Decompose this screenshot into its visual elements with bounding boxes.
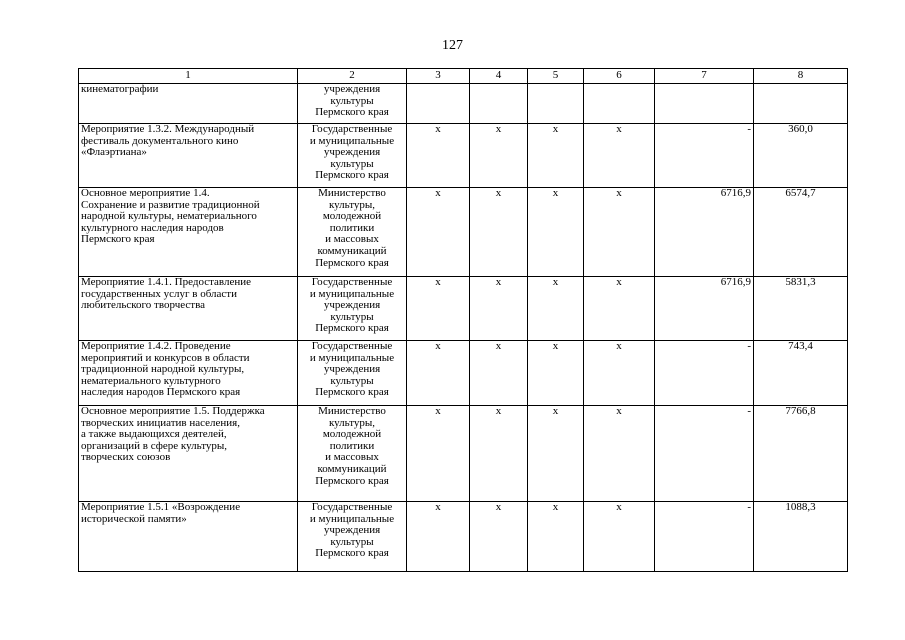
activity-name-line: творческих инициатив населения, — [81, 416, 240, 429]
column-8-value-cell: 6574,7 — [754, 188, 848, 277]
executor-line: учреждения — [323, 363, 381, 376]
column-6-cell: х — [584, 341, 655, 406]
column-5-cell: х — [528, 406, 584, 502]
activity-name-line: творческих союзов — [81, 451, 171, 464]
column-7-value-cell — [655, 84, 754, 124]
executor-cell — [298, 277, 407, 341]
executor-line: и муниципальные — [309, 512, 395, 525]
executor-line: молодежной — [322, 210, 382, 223]
activity-name-line: Основное мероприятие 1.5. Поддержка — [81, 405, 265, 417]
column-3-cell: х — [407, 277, 470, 341]
column-7-value-cell: - — [655, 502, 754, 572]
column-3-cell: х — [407, 341, 470, 406]
column-3-cell — [407, 84, 470, 124]
column-7-value-cell: 6716,9 — [655, 277, 754, 341]
column-7-value-cell: - — [655, 341, 754, 406]
activity-name-line: Сохранение и развитие традиционной — [81, 198, 260, 211]
executor-line: культуры, — [328, 416, 376, 429]
executor-line: учреждения — [323, 524, 381, 537]
column-6-cell: х — [584, 188, 655, 277]
program-table — [78, 68, 848, 572]
executor-line: Министерство — [318, 187, 386, 199]
executor-line: и муниципальные — [309, 134, 395, 147]
activity-name-line: Мероприятие 1.4.2. Проведение — [81, 340, 231, 352]
column-8-value-cell: 7766,8 — [754, 406, 848, 502]
executor-line: Пермского края — [315, 322, 389, 335]
activity-name-line: мероприятий и конкурсов в области — [81, 351, 250, 364]
executor-line: коммуникаций — [317, 244, 387, 257]
activity-name-line: Пермского края — [81, 233, 155, 246]
executor-cell — [298, 188, 407, 277]
column-5-cell — [528, 84, 584, 124]
executor-line: Пермского края — [315, 547, 389, 560]
executor-line: и муниципальные — [309, 351, 395, 364]
column-header: 4 — [470, 69, 528, 84]
activity-name-line: организаций в сфере культуры, — [81, 439, 228, 452]
executor-line: Пермского края — [315, 474, 389, 487]
executor-line: культуры — [330, 535, 374, 548]
activity-name-line: традиционной народной культуры, — [81, 363, 245, 376]
activity-name-cell — [79, 84, 298, 124]
activity-name-line: любительского творчества — [81, 299, 206, 312]
activity-name-line: Мероприятие 1.4.1. Предоставление — [81, 276, 252, 288]
executor-line: коммуникаций — [317, 462, 387, 475]
activity-name-cell — [79, 406, 298, 502]
executor-line: Государственные — [311, 276, 393, 288]
activity-name-line: народной культуры, нематериального — [81, 210, 257, 223]
column-6-cell: х — [584, 406, 655, 502]
column-6-cell: х — [584, 124, 655, 188]
column-4-cell: х — [470, 277, 528, 341]
column-3-cell: х — [407, 502, 470, 572]
table-row — [79, 406, 848, 502]
activity-name-cell — [79, 277, 298, 341]
column-5-cell: х — [528, 341, 584, 406]
executor-line: и муниципальные — [309, 287, 395, 300]
activity-name-line: государственных услуг в области — [81, 287, 237, 300]
activity-name-line: исторической памяти» — [81, 512, 187, 525]
executor-line: Пермского края — [315, 106, 389, 119]
column-4-cell — [470, 84, 528, 124]
activity-name-line: кинематографии — [81, 83, 159, 95]
executor-line: Государственные — [311, 123, 393, 135]
column-6-cell: х — [584, 277, 655, 341]
activity-name-line: нематериального культурного — [81, 374, 221, 387]
column-8-value-cell: 1088,3 — [754, 502, 848, 572]
table-row — [79, 124, 848, 188]
table-row — [79, 502, 848, 572]
column-header: 5 — [528, 69, 584, 84]
activity-name-line: а также выдающихся деятелей, — [81, 428, 227, 441]
executor-line: культуры — [330, 310, 374, 323]
executor-cell — [298, 84, 407, 124]
table-row — [79, 188, 848, 277]
activity-name-cell — [79, 124, 298, 188]
executor-line: учреждения — [323, 299, 381, 312]
activity-name-line: Мероприятие 1.3.2. Международный — [81, 123, 255, 135]
column-5-cell: х — [528, 124, 584, 188]
column-7-value-cell: 6716,9 — [655, 188, 754, 277]
column-4-cell: х — [470, 341, 528, 406]
column-8-value-cell: 360,0 — [754, 124, 848, 188]
column-header: 8 — [754, 69, 848, 84]
header-row — [79, 69, 848, 84]
column-5-cell: х — [528, 502, 584, 572]
column-header: 3 — [407, 69, 470, 84]
executor-line: культуры — [330, 374, 374, 387]
column-7-value-cell: - — [655, 406, 754, 502]
page-number: 127 — [442, 38, 463, 53]
column-8-value-cell: 743,4 — [754, 341, 848, 406]
executor-line: молодежной — [322, 428, 382, 441]
executor-line: культуры — [330, 94, 374, 107]
executor-line: Пермского края — [315, 386, 389, 399]
column-5-cell: х — [528, 188, 584, 277]
table-row — [79, 277, 848, 341]
column-header: 7 — [655, 69, 754, 84]
column-3-cell: х — [407, 406, 470, 502]
column-header: 6 — [584, 69, 655, 84]
column-8-value-cell: 5831,3 — [754, 277, 848, 341]
executor-cell — [298, 406, 407, 502]
column-4-cell: х — [470, 188, 528, 277]
executor-line: Пермского края — [315, 256, 389, 269]
activity-name-line: фестиваль документального кино — [81, 134, 239, 147]
activity-name-line: Основное мероприятие 1.4. — [81, 187, 210, 199]
executor-line: и массовых — [325, 233, 379, 246]
activity-name-line: культурного наследия народов — [81, 221, 224, 234]
column-4-cell: х — [470, 406, 528, 502]
executor-line: учреждения — [323, 146, 381, 159]
activity-name-cell — [79, 341, 298, 406]
column-6-cell — [584, 84, 655, 124]
executor-line: Пермского края — [315, 169, 389, 182]
table-row — [79, 84, 848, 124]
column-8-value-cell — [754, 84, 848, 124]
column-header: 2 — [298, 69, 407, 84]
column-header: 1 — [79, 69, 298, 84]
column-6-cell: х — [584, 502, 655, 572]
executor-line: культуры — [330, 157, 374, 170]
executor-line: Государственные — [311, 501, 393, 513]
activity-name-cell — [79, 188, 298, 277]
table-body — [79, 84, 848, 572]
column-3-cell: х — [407, 188, 470, 277]
executor-line: политики — [329, 439, 375, 452]
executor-line: культуры, — [328, 198, 376, 211]
executor-line: учреждения — [323, 83, 381, 95]
executor-cell — [298, 502, 407, 572]
activity-name-cell — [79, 502, 298, 572]
activity-name-line: «Флаэртиана» — [81, 146, 147, 159]
column-4-cell: х — [470, 502, 528, 572]
executor-line: политики — [329, 221, 375, 234]
column-3-cell: х — [407, 124, 470, 188]
executor-cell — [298, 124, 407, 188]
executor-cell — [298, 341, 407, 406]
executor-line: Министерство — [318, 405, 386, 417]
column-4-cell: х — [470, 124, 528, 188]
table-row — [79, 341, 848, 406]
activity-name-line: наследия народов Пермского края — [81, 386, 241, 399]
activity-name-line: Мероприятие 1.5.1 «Возрождение — [81, 501, 241, 513]
column-7-value-cell: - — [655, 124, 754, 188]
executor-line: Государственные — [311, 340, 393, 352]
executor-line: и массовых — [325, 451, 379, 464]
column-5-cell: х — [528, 277, 584, 341]
